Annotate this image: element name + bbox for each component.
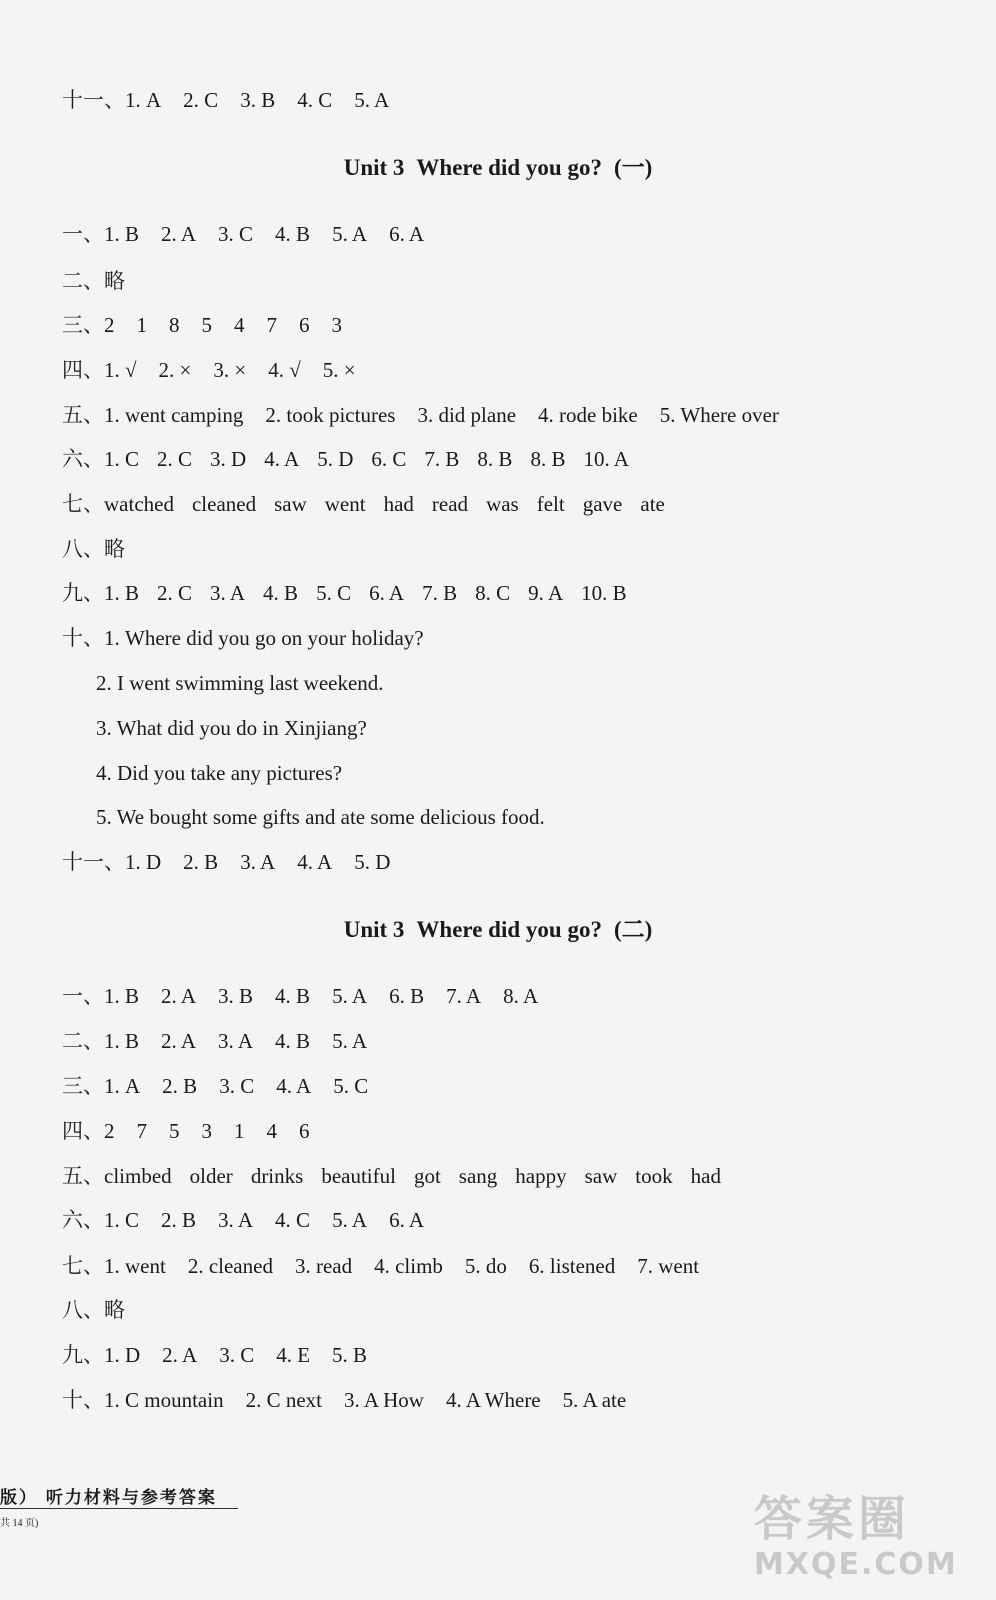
section-label: 十一、	[62, 850, 125, 874]
answer-line	[96, 803, 976, 831]
answer-item: 5. A	[332, 1208, 368, 1232]
answer-item: beautiful	[321, 1164, 396, 1188]
answer-item: 5. A	[332, 984, 368, 1008]
heading-unit: Unit 3	[343, 155, 405, 180]
answer-item: 8. C	[475, 581, 511, 605]
answer-item: watched	[104, 492, 174, 516]
heading-title: Where did you go?	[416, 917, 602, 942]
answer-item: 略	[104, 1298, 125, 1322]
footer-page-count: 共 14 页)	[0, 1518, 39, 1529]
answer-line	[62, 356, 976, 384]
answer-item: 3. What did you do in Xinjiang?	[96, 716, 367, 740]
answer-item: 2. B	[162, 1074, 198, 1098]
answer-item: 1. A	[125, 88, 162, 112]
answer-item: 1. √	[104, 358, 137, 382]
answer-item: 4. E	[276, 1343, 311, 1367]
answer-item: 4. A	[297, 850, 333, 874]
section-label: 四、	[62, 1119, 104, 1143]
answer-item: 2. B	[183, 850, 219, 874]
answer-item: had	[690, 1164, 721, 1188]
answer-item: 2. B	[161, 1208, 197, 1232]
answer-item: drinks	[250, 1164, 304, 1188]
answer-item: 7. B	[422, 581, 458, 605]
answer-item: 4. A	[276, 1074, 312, 1098]
answer-line	[96, 714, 976, 742]
section-label: 七、	[62, 1254, 104, 1278]
watermark-text: 答案圈	[754, 1491, 911, 1547]
answer-item: 1. D	[125, 850, 162, 874]
answer-item: 7. A	[446, 984, 482, 1008]
section-label: 八、	[62, 537, 104, 561]
answer-item: 8. B	[477, 447, 513, 471]
answer-item: 6. listened	[528, 1254, 616, 1278]
answer-line	[62, 1072, 976, 1100]
answer-item: 3. read	[294, 1254, 353, 1278]
answer-line	[62, 1252, 976, 1280]
answer-line	[62, 1027, 976, 1055]
answer-item: 4. B	[275, 222, 311, 246]
section-label: 二、	[62, 269, 104, 293]
answer-item: saw	[584, 1164, 618, 1188]
answer-item: 8. B	[530, 447, 566, 471]
answer-item: 1. B	[104, 984, 140, 1008]
section-label: 三、	[62, 313, 104, 337]
answer-item: 4. B	[263, 581, 299, 605]
answer-line	[62, 86, 976, 114]
answer-line	[62, 490, 976, 518]
answer-item: older	[189, 1164, 233, 1188]
answer-item: 2. cleaned	[187, 1254, 273, 1278]
answer-item: 4	[234, 313, 245, 337]
answer-line	[62, 1117, 976, 1145]
answer-line	[96, 759, 976, 787]
answer-item: 3	[331, 313, 342, 337]
answer-item: saw	[274, 492, 307, 516]
answer-item: 3. A	[210, 581, 246, 605]
answer-item: 1. Where did you go on your holiday?	[104, 626, 424, 650]
answer-item: 5. B	[332, 1343, 368, 1367]
answer-item: 5. A ate	[562, 1388, 627, 1412]
section-label: 七、	[62, 492, 104, 516]
answer-item: sang	[458, 1164, 498, 1188]
answer-item: 4. A	[264, 447, 300, 471]
answer-item: cleaned	[191, 492, 257, 516]
answer-item: 7. B	[424, 447, 460, 471]
answer-line	[62, 311, 976, 339]
section-label: 十、	[62, 626, 104, 650]
answer-item: 7. went	[637, 1254, 700, 1278]
answer-item: 3. C	[219, 1074, 255, 1098]
answer-item: 5. A	[332, 222, 368, 246]
answer-item: 5. Where over	[659, 403, 779, 427]
answer-item: ate	[640, 492, 665, 516]
answer-item: read	[431, 492, 469, 516]
answer-item: 2. A	[161, 1029, 197, 1053]
section-label: 十、	[62, 1388, 104, 1412]
answer-item: 3. A	[240, 850, 276, 874]
answer-item: gave	[582, 492, 623, 516]
answer-item: 2. A	[161, 984, 197, 1008]
answer-item: 4. B	[275, 1029, 311, 1053]
answer-item: 6. C	[371, 447, 407, 471]
unit-heading	[0, 153, 996, 183]
answer-item: 1. went	[104, 1254, 166, 1278]
section-label: 五、	[62, 1164, 104, 1188]
answer-item: 4. B	[275, 984, 311, 1008]
answer-item: 4. √	[268, 358, 301, 382]
answer-item: 1. B	[104, 581, 140, 605]
answer-item: 10. A	[583, 447, 629, 471]
answer-item: 3. C	[218, 222, 254, 246]
answer-item: 1. A	[104, 1074, 141, 1098]
section-label: 十一、	[62, 88, 125, 112]
answer-item: 5. A	[332, 1029, 368, 1053]
answer-item: 1. B	[104, 1029, 140, 1053]
answer-item: 2. I went swimming last weekend.	[96, 671, 384, 695]
answer-item: 2. C	[183, 88, 219, 112]
answer-item: 6. A	[389, 1208, 425, 1232]
answer-item: 3. ×	[213, 358, 247, 382]
answer-item: 1. C mountain	[104, 1388, 224, 1412]
answer-item: 3. did plane	[417, 403, 517, 427]
watermark-url: MXQE.COM	[754, 1547, 958, 1582]
section-label: 一、	[62, 222, 104, 246]
answer-line	[62, 579, 976, 607]
answer-item: 5. C	[316, 581, 352, 605]
answer-item: 4. climb	[374, 1254, 443, 1278]
answer-item: 1. D	[104, 1343, 141, 1367]
answer-line	[62, 401, 976, 429]
answer-line	[62, 624, 976, 652]
answer-item: 6	[299, 313, 310, 337]
answer-line	[62, 848, 976, 876]
section-label: 九、	[62, 1343, 104, 1367]
answer-item: 2	[104, 313, 115, 337]
answer-item: had	[383, 492, 414, 516]
answer-line	[62, 1296, 976, 1324]
answer-item: 4. C	[297, 88, 333, 112]
answer-item: 2. A	[162, 1343, 198, 1367]
answer-item: 5. D	[354, 850, 391, 874]
heading-part: (二)	[613, 917, 653, 942]
answer-item: 4. rode bike	[538, 403, 638, 427]
answer-line	[62, 1386, 976, 1414]
section-label: 八、	[62, 1298, 104, 1322]
section-label: 六、	[62, 447, 104, 471]
footer-title: 版） 听力材料与参考答案	[0, 1488, 217, 1508]
answer-item: 3. C	[219, 1343, 255, 1367]
answer-item: 4. A Where	[445, 1388, 541, 1412]
answer-item: 1. C	[104, 447, 140, 471]
footer-divider	[0, 1508, 238, 1509]
answer-line	[62, 445, 976, 473]
answer-item: felt	[536, 492, 565, 516]
heading-title: Where did you go?	[416, 155, 602, 180]
section-label: 三、	[62, 1074, 104, 1098]
answer-item: 2. C	[157, 581, 193, 605]
section-label: 四、	[62, 358, 104, 382]
answer-line	[62, 267, 976, 295]
answer-item: 5. A	[354, 88, 390, 112]
section-label: 五、	[62, 403, 104, 427]
answer-item: 2. C next	[245, 1388, 323, 1412]
answer-item: 3. A How	[344, 1388, 424, 1412]
answer-item: 2. C	[157, 447, 193, 471]
answer-item: 3	[201, 1119, 212, 1143]
answer-item: 3. B	[240, 88, 276, 112]
answer-item: happy	[515, 1164, 567, 1188]
answer-item: 7	[136, 1119, 147, 1143]
answer-item: 2. A	[161, 222, 197, 246]
answer-item: 3. A	[218, 1208, 254, 1232]
answer-item: 6. B	[389, 984, 425, 1008]
heading-unit: Unit 3	[343, 917, 405, 942]
answer-item: 4. C	[275, 1208, 311, 1232]
answer-item: got	[413, 1164, 441, 1188]
answer-item: 5. do	[464, 1254, 507, 1278]
answer-item: 3. D	[210, 447, 247, 471]
answer-item: 4. Did you take any pictures?	[96, 761, 343, 785]
answer-item: was	[486, 492, 519, 516]
answer-item: 2. took pictures	[265, 403, 396, 427]
section-label: 九、	[62, 581, 104, 605]
answer-line	[62, 1341, 976, 1369]
answer-item: 5. D	[317, 447, 354, 471]
answer-item: 1. B	[104, 222, 140, 246]
answer-item: 2	[104, 1119, 115, 1143]
answer-item: 5. ×	[322, 358, 356, 382]
answer-item: took	[635, 1164, 673, 1188]
answer-item: 6. A	[389, 222, 425, 246]
heading-part: (一)	[613, 155, 653, 180]
answer-item: went	[324, 492, 366, 516]
answer-item: 5. We bought some gifts and ate some delicious food.	[96, 805, 545, 829]
section-label: 二、	[62, 1029, 104, 1053]
answer-line	[62, 1206, 976, 1234]
answer-item: 略	[104, 269, 125, 293]
answer-item: 7	[266, 313, 277, 337]
answer-item: 6. A	[369, 581, 405, 605]
answer-line	[62, 220, 976, 248]
answer-item: 1	[234, 1119, 245, 1143]
answer-item: 2. ×	[158, 358, 192, 382]
answer-item: 略	[104, 537, 125, 561]
answer-item: 8. A	[503, 984, 539, 1008]
answer-item: 5. C	[333, 1074, 369, 1098]
answer-item: 10. B	[581, 581, 627, 605]
answer-item: 1	[136, 313, 147, 337]
answer-item: 5	[201, 313, 212, 337]
answer-line	[96, 669, 976, 697]
answer-item: climbed	[104, 1164, 172, 1188]
section-label: 一、	[62, 984, 104, 1008]
answer-item: 1. went camping	[104, 403, 244, 427]
answer-item: 4	[266, 1119, 277, 1143]
section-label: 六、	[62, 1208, 104, 1232]
answer-line	[62, 982, 976, 1010]
unit-heading	[0, 915, 996, 945]
answer-item: 6	[299, 1119, 310, 1143]
answer-item: 1. C	[104, 1208, 140, 1232]
answer-item: 3. A	[218, 1029, 254, 1053]
answer-item: 9. A	[528, 581, 564, 605]
answer-line	[62, 1162, 976, 1190]
watermark-logo	[754, 1490, 974, 1590]
answer-item: 3. B	[218, 984, 254, 1008]
answer-line	[62, 535, 976, 563]
answer-item: 8	[169, 313, 180, 337]
answer-item: 5	[169, 1119, 180, 1143]
